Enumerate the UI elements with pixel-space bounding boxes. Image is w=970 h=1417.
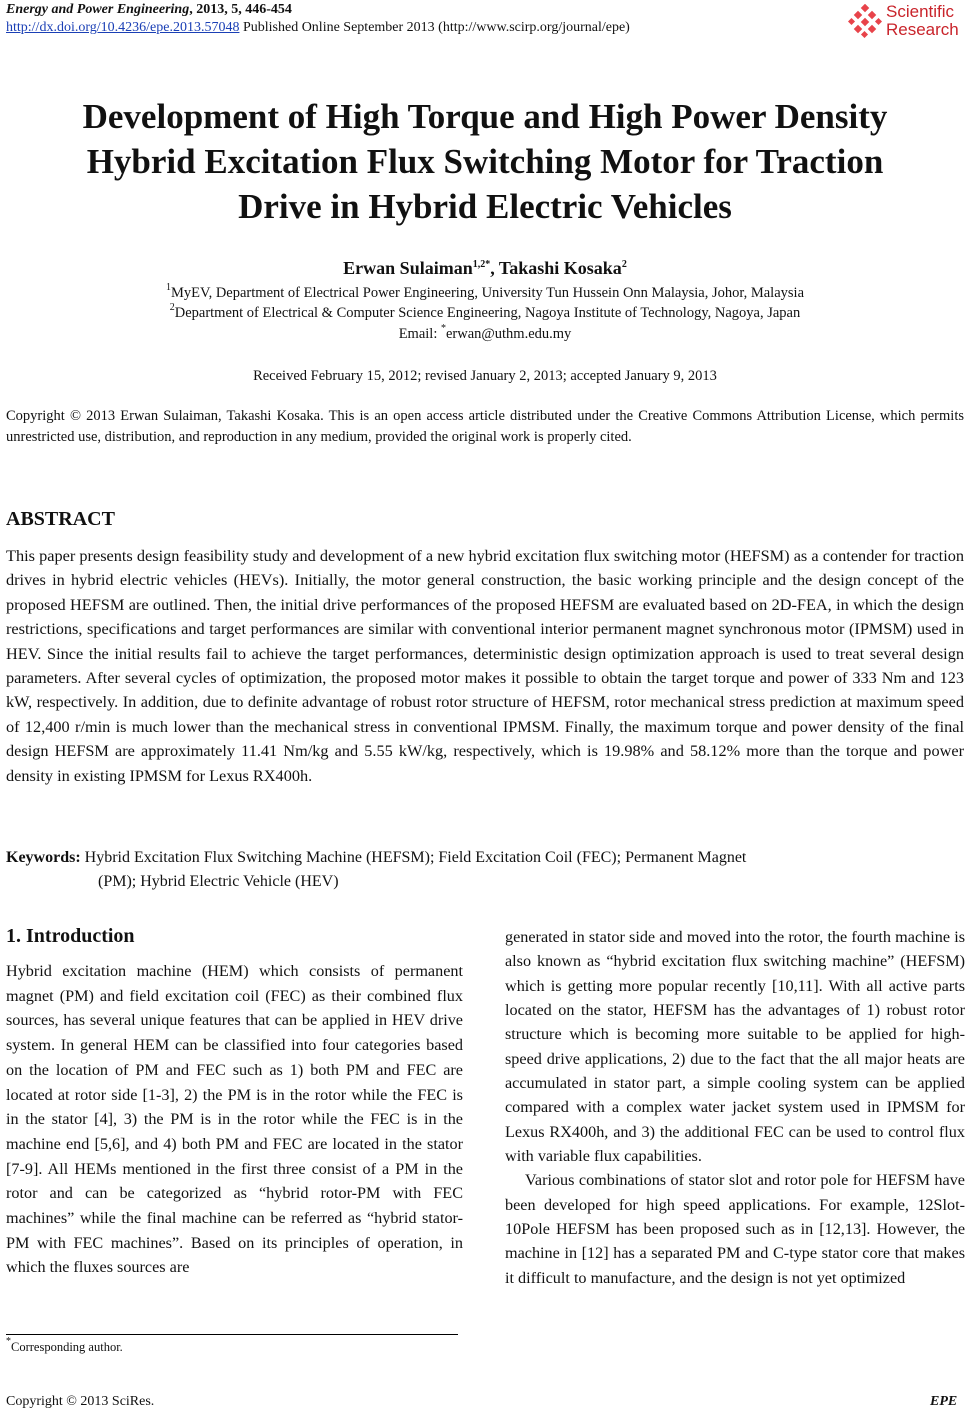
keywords-line: Hybrid Excitation Flux Switching Machine (HEFSM); Field Excitation Coil (FEC); Permanent Magnet <box>80 849 747 866</box>
journal-citation <box>6 2 292 18</box>
section-heading-introduction: 1. Introduction <box>6 925 135 947</box>
keywords-line: (PM); Hybrid Electric Vehicle (HEV) <box>98 873 339 890</box>
doi-line <box>6 20 630 36</box>
affiliation <box>0 302 970 322</box>
author-list <box>0 258 970 279</box>
received-dates: Received February 15, 2012; revised January 2, 2013; accepted January 9, 2013 <box>253 368 717 384</box>
email-mark: * <box>441 323 446 334</box>
contact-email <box>0 323 970 343</box>
affiliation-text: Department of Electrical & Computer Science Engineering, Nagoya Institute of Technology, Nagoya, Japan <box>174 305 801 321</box>
footer-journal-abbr: EPE <box>930 1394 958 1409</box>
license-notice: Copyright © 2013 Erwan Sulaiman, Takashi Kosaka. This is an open access article distributed under the Creative Commons Attribution License, which permits unrestricted use, distribution, and reproduction in any medium, provided the original work is properly cited. <box>6 408 964 445</box>
footnote-text: Corresponding author. <box>11 1340 123 1354</box>
author-separator: , <box>490 258 499 278</box>
journal-volume-pages: , 2013, 5, 446-454 <box>189 2 292 17</box>
affiliation <box>0 282 970 302</box>
intro-paragraph: generated in stator side and moved into the rotor, the fourth machine is also known as “hybrid excitation flux switching machine” (HEFSM) which is getting more popular recently [10,11]. With all active parts located on the stator, HEFSM has the advantages of 1) robust rotor structure which is becoming more suitable to be applied for high-speed drive applications, 2) due to the fact that the all major heats are accumulated in stator part, a simple cooling system can be applied compared with a complex water jacket system used in IPMSM for Lexus RX400h, and 3) the additional FEC can be used to control flux with variable flux capabilities. <box>505 928 965 1166</box>
footer-copyright: Copyright © 2013 SciRes. <box>6 1394 155 1409</box>
keywords <box>6 846 964 894</box>
keywords-label: Keywords: <box>6 849 81 866</box>
intro-paragraph: Various combinations of stator slot and rotor pole for HEFSM have been developed for high speed applications. For example, 12Slot-10Pole HEFSM has been proposed such as in [12,13]. However, the machine in [12] has a separated PM and C-type stator core that makes it difficult to manufacture, and the design is not yet optimized <box>505 1171 965 1287</box>
abstract-heading: ABSTRACT <box>6 508 115 530</box>
publisher-logo <box>848 2 968 42</box>
footnote <box>6 1336 123 1355</box>
title-line: Hybrid Excitation Flux Switching Motor for Traction <box>86 142 884 181</box>
doi-link[interactable]: http://dx.doi.org/10.4236/epe.2013.57048 <box>6 20 240 35</box>
affiliation-text: MyEV, Department of Electrical Power Engineering, University Tun Hussein Onn Malaysia, Johor, Malaysia <box>170 285 804 301</box>
email-label: Email: <box>398 326 441 342</box>
footnote-divider <box>6 1334 458 1335</box>
author-affiliation-mark: 2 <box>621 259 627 270</box>
logo-word-research: Research <box>886 20 959 39</box>
affiliation-mark: 1 <box>165 282 171 293</box>
author-affiliation-mark: 1,2* <box>472 259 491 270</box>
title-line: Development of High Torque and High Power Density <box>82 97 888 136</box>
right-column <box>505 925 965 1290</box>
left-column <box>6 959 463 1280</box>
author-name: Erwan Sulaiman <box>343 258 473 278</box>
paper-title <box>0 94 970 229</box>
logo-word-scientific: Scientific <box>886 2 955 21</box>
affiliation-mark: 2 <box>169 302 175 313</box>
author-name: Takashi Kosaka <box>498 258 622 278</box>
abstract-text: This paper presents design feasibility study and development of a new hybrid excitation flux switching motor (HEFSM) as a contender for traction drives in hybrid electric vehicles (HEVs). Initially, the motor general construction, the basic working principle and the design concept of the proposed HEFSM are outlined. Then, the initial drive performances of the proposed HEFSM are evaluated based on 2D-FEA, in which the design restrictions, specifications and target performances are similar with conventional interior permanent magnet synchronous motor (IPMSM) used in HEV. Since the initial results fail to achieve the target performances, deterministic design optimization approach is used to treat several design parameters. After several cycles of optimization, the proposed motor makes it possible to obtain the target torque and power of 333 Nm and 123 kW, respectively. In addition, due to definite advantage of robust rotor structure of HEFSM, rotor mechanical stress prediction at maximum speed of 12,400 r/min is much lower than the mechanical stress in conventional IPMSM. Finally, the maximum torque and power density of the final design HEFSM are approximately 11.41 Nm/kg and 5.55 kW/kg, respectively, which is 19.98% and 58.12% more than the torque and power density in existing IPMSM for Lexus RX400h. <box>6 546 964 785</box>
scientific-research-logo-icon <box>848 4 882 38</box>
email-address[interactable]: erwan@uthm.edu.my <box>446 326 572 342</box>
title-line: Drive in Hybrid Electric Vehicles <box>238 187 732 226</box>
intro-paragraph: Hybrid excitation machine (HEM) which consists of permanent magnet (PM) and field excitation coil (FEC) as their combined flux sources, has several unique features that can be applied in HEV drive system. In general HEM can be classified into four categories based on the location of PM and FEC such as 1) both PM and FEC are located at rotor side [1-3], 2) the PM is in the rotor while the FEC is in the stator [4], 3) the PM is in the rotor while the FEC is in the machine end [5,6], and 4) both PM and FEC are located in the stator [7-9]. All HEMs mentioned in the first three consist of a PM in the rotor and can be categorized as “hybrid rotor-PM with FEC machines” while the final machine can be referred as “hybrid stator-PM with FEC machines”. Based on its principles of operation, in which the fluxes sources are <box>6 962 463 1277</box>
journal-name: Energy and Power Engineering <box>6 2 190 17</box>
footnote-mark: * <box>6 1336 11 1347</box>
published-online: Published Online September 2013 (http://www.scirp.org/journal/epe) <box>239 20 630 35</box>
